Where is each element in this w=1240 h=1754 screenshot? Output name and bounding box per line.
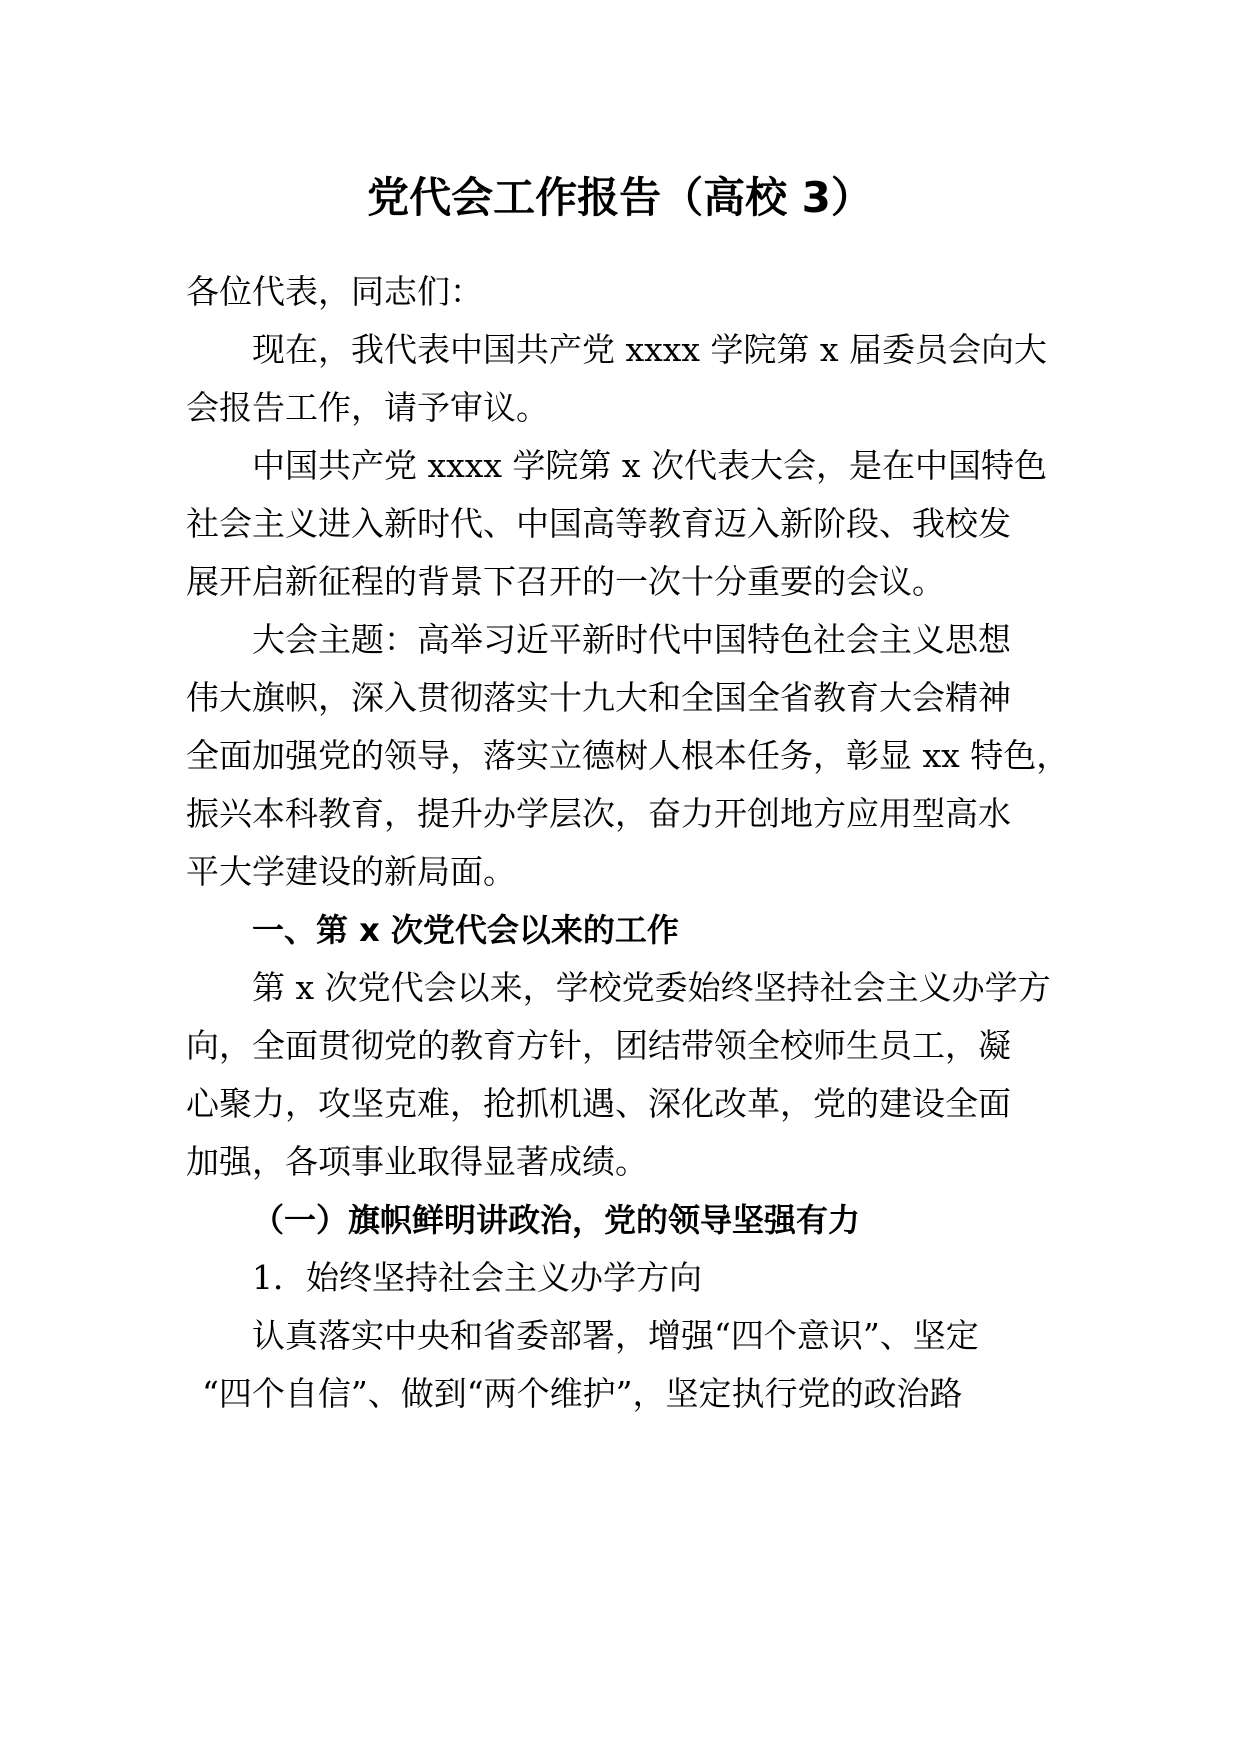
paragraph-line: 伟大旗帜，深入贯彻落实十九大和全国全省教育大会精神 — [186, 678, 1011, 717]
paragraph-line: 向，全面贯彻党的教育方针，团结带领全校师生员工，凝 — [186, 1026, 1011, 1065]
paragraph-line: 全面加强党的领导，落实立德树人根本任务，彰显 xx 特色， — [186, 736, 1070, 775]
paragraph-line: 平大学建设的新局面。 — [186, 852, 516, 891]
paragraph-line: 社会主义进入新时代、中国高等教育迈入新阶段、我校发 — [186, 504, 1011, 543]
paragraph-line: 中国共产党 xxxx 学院第 x 次代表大会，是在中国特色 — [252, 446, 1048, 485]
paragraph-line: 认真落实中央和省委部署，增强“四个意识”、坚定 — [252, 1316, 979, 1355]
salutation-line: 各位代表，同志们： — [186, 272, 483, 311]
paragraph-line: 第 x 次党代会以来，学校党委始终坚持社会主义办学方 — [252, 968, 1051, 1007]
paragraph-line: 振兴本科教育，提升办学层次，奋力开创地方应用型高水 — [186, 794, 1011, 833]
item-heading: 1．始终坚持社会主义办学方向 — [252, 1258, 702, 1297]
paragraph-line: 会报告工作，请予审议。 — [186, 388, 549, 427]
paragraph-line: 现在，我代表中国共产党 xxxx 学院第 x 届委员会向大 — [252, 330, 1048, 369]
paragraph-line: 心聚力，攻坚克难，抢抓机遇、深化改革，党的建设全面 — [186, 1084, 1011, 1123]
paragraph-line: “四个自信”、做到“两个维护”，坚定执行党的政治路 — [202, 1374, 963, 1413]
document-title: 党代会工作报告（高校 3） — [367, 173, 873, 222]
paragraph-line: 大会主题：高举习近平新时代中国特色社会主义思想 — [252, 620, 1011, 659]
section-heading: 一、第 x 次党代会以来的工作 — [252, 911, 679, 949]
paragraph-line: 展开启新征程的背景下召开的一次十分重要的会议。 — [186, 562, 945, 601]
subsection-heading: （一）旗帜鲜明讲政治，党的领导坚强有力 — [252, 1201, 861, 1239]
paragraph-line: 加强，各项事业取得显著成绩。 — [186, 1142, 648, 1181]
